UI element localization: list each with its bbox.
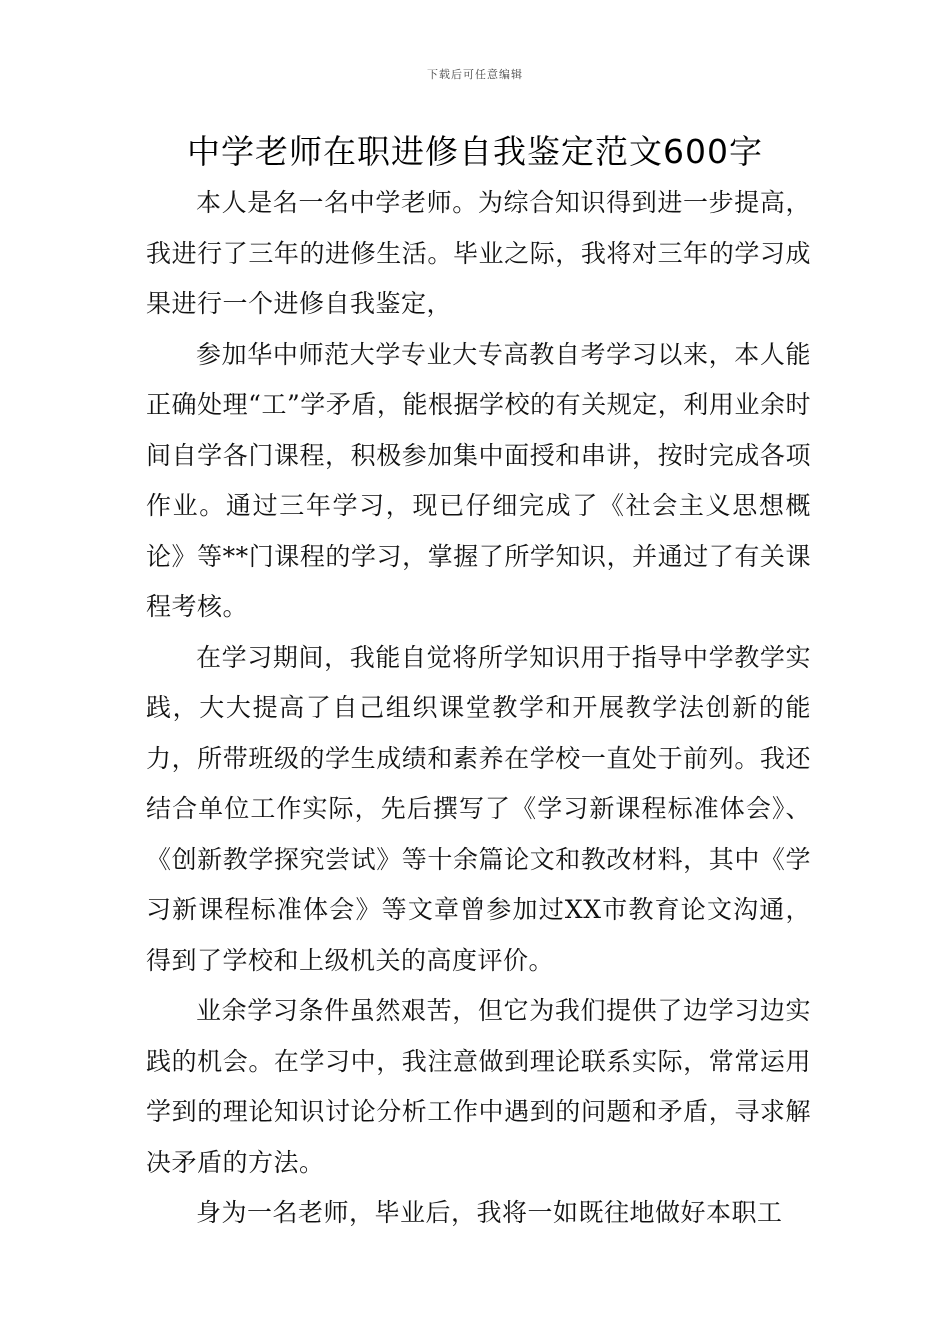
document-body bbox=[146, 178, 811, 1239]
document-title: 中学老师在职进修自我鉴定范文600字 bbox=[187, 132, 763, 171]
paragraph-5: 身为一名老师，毕业后，我将一如既往地做好本职工 bbox=[196, 1198, 783, 1227]
paragraph-3: 在学习期间，我能自觉将所学知识用于指导中学教学实践，大大提高了自己组织课堂教学和开展教学法创新的能力，所带班级的学生成绩和素养在学校一直处于前列。我还结合单位工作实际，先后撰写了《学习新课程标准体会》、《创新教学探究尝试》等十余篇论文和教改材料，其中《学习新课程标准体会》等文章曾参加过XX市教育论文沟通，得到了学校和上级机关的高度评价。 bbox=[146, 642, 811, 975]
header-note: 下载后可任意编辑 bbox=[427, 68, 523, 81]
paragraph-4: 业余学习条件虽然艰苦，但它为我们提供了边学习边实践的机会。在学习中，我注意做到理论联系实际，常常运用学到的理论知识讨论分析工作中遇到的问题和矛盾，寻求解决矛盾的方法。 bbox=[146, 996, 811, 1177]
paragraph-1: 本人是名一名中学老师。为综合知识得到进一步提高，我进行了三年的进修生活。毕业之际，我将对三年的学习成果进行一个进修自我鉴定， bbox=[146, 188, 811, 318]
paragraph-2: 参加华中师范大学专业大专高教自考学习以来，本人能正确处理“工”学矛盾，能根据学校的有关规定，利用业余时间自学各门课程，积极参加集中面授和串讲，按时完成各项作业。通过三年学习，现已仔细完成了《社会主义思想概论》等**门课程的学习，掌握了所学知识，并通过了有关课程考核。 bbox=[146, 339, 811, 621]
